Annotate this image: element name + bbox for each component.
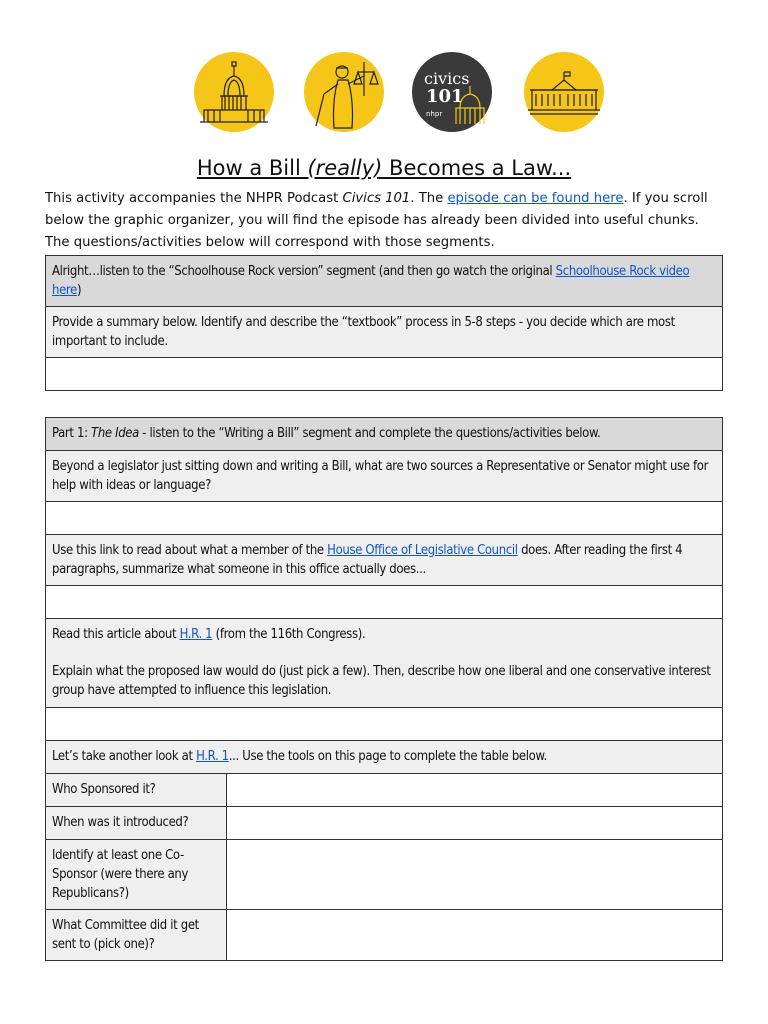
row-answer-committee[interactable]	[227, 910, 723, 961]
row-label-introduced: When was it introduced?	[46, 807, 227, 840]
hr1-article-link[interactable]: H.R. 1	[179, 627, 213, 642]
answer-council-cell[interactable]	[46, 586, 723, 619]
answer-sources-cell[interactable]	[46, 502, 723, 535]
page-title	[0, 156, 768, 180]
intro-text-c: . If you scroll below the graphic organizer, you will find the episode has already been divided into useful chunks. The questions/activities below will correspond with those segments.	[45, 191, 708, 250]
schoolhouse-header-text: Alright…listen to the “Schoolhouse Rock version” segment (and then go watch the original	[52, 264, 556, 279]
row-answer-cosponsor[interactable]	[227, 840, 723, 910]
question-sources-cell: Beyond a legislator just sitting down and writing a Bill, what are two sources a Representative or Senator might use for help with ideas or language?	[46, 451, 723, 502]
part1-title: The Idea	[91, 426, 139, 441]
title-post: Becomes a Law...	[382, 156, 572, 180]
hr1-tools-link[interactable]: H.R. 1	[196, 749, 229, 764]
legislative-council-link[interactable]: House Office of Legislative Council	[327, 543, 518, 558]
answer-hr1-cell[interactable]	[46, 708, 723, 741]
question-council-text-b: does. After reading the first 4 paragraphs, summarize what someone in this office actually does...	[52, 543, 683, 577]
row-answer-introduced[interactable]	[227, 807, 723, 840]
white-house-icon	[522, 50, 606, 134]
part1-label: Part 1:	[52, 426, 92, 441]
summary-answer-cell[interactable]	[46, 358, 723, 391]
intro-podcast-name: Civics 101	[342, 191, 411, 206]
row-answer-sponsor[interactable]	[227, 774, 723, 807]
question-council-text: Use this link to read about what a member of the	[52, 543, 328, 558]
table-row	[46, 807, 723, 840]
row-label-cosponsor: Identify at least one Co-Sponsor (were there any Republicans?)	[46, 840, 227, 910]
logo-text-101: 101	[426, 86, 464, 107]
title-pre: How a Bill	[196, 156, 308, 180]
question-hr1-explain: Explain what the proposed law would do (just pick a few). Then, describe how one liberal and one conservative interest group have attempted to influence this legislation.	[52, 664, 711, 698]
table-row	[46, 910, 723, 961]
intro-text-a: This activity accompanies the NHPR Podcast	[45, 191, 343, 206]
part1-table	[45, 417, 723, 961]
lady-justice-icon	[302, 50, 386, 134]
civics-101-logo	[410, 50, 494, 134]
table-row	[46, 774, 723, 807]
capitol-icon	[192, 50, 276, 134]
intro-paragraph	[45, 188, 725, 254]
row-label-sponsor: Who Sponsored it?	[46, 774, 227, 807]
schoolhouse-rock-link[interactable]: Schoolhouse Rock video here	[52, 264, 690, 298]
question-hr1-tools-cell	[46, 741, 723, 774]
logo-text-civics: civics	[424, 69, 470, 88]
question-tools-text: Let’s take another look at	[52, 749, 197, 764]
question-hr1-article-cell	[46, 619, 723, 708]
episode-link[interactable]: episode can be found here	[447, 191, 624, 206]
summary-prompt-cell: Provide a summary below. Identify and describe the “textbook” process in 5-8 steps - you decide which are most important to include.	[46, 307, 723, 358]
table-row	[46, 840, 723, 910]
part1-header-cell	[46, 418, 723, 451]
row-label-committee: What Committee did it get sent to (pick one)?	[46, 910, 227, 961]
title-emphasis: (really)	[307, 156, 383, 180]
part1-header-text: - listen to the “Writing a Bill” segment and complete the questions/activities below.	[138, 426, 601, 441]
header-logos	[188, 50, 608, 146]
schoolhouse-header-close: )	[76, 283, 82, 298]
question-legislative-council-cell	[46, 535, 723, 586]
schoolhouse-rock-table	[45, 255, 723, 391]
schoolhouse-header-cell	[46, 256, 723, 307]
question-hr1-text: Read this article about	[52, 627, 180, 642]
logo-text-nhpr: nhpr	[426, 110, 443, 118]
intro-text-b: . The	[410, 191, 448, 206]
question-tools-text-b: ... Use the tools on this page to complete the table below.	[228, 749, 547, 764]
question-hr1-text-b: (from the 116th Congress).	[212, 627, 366, 642]
